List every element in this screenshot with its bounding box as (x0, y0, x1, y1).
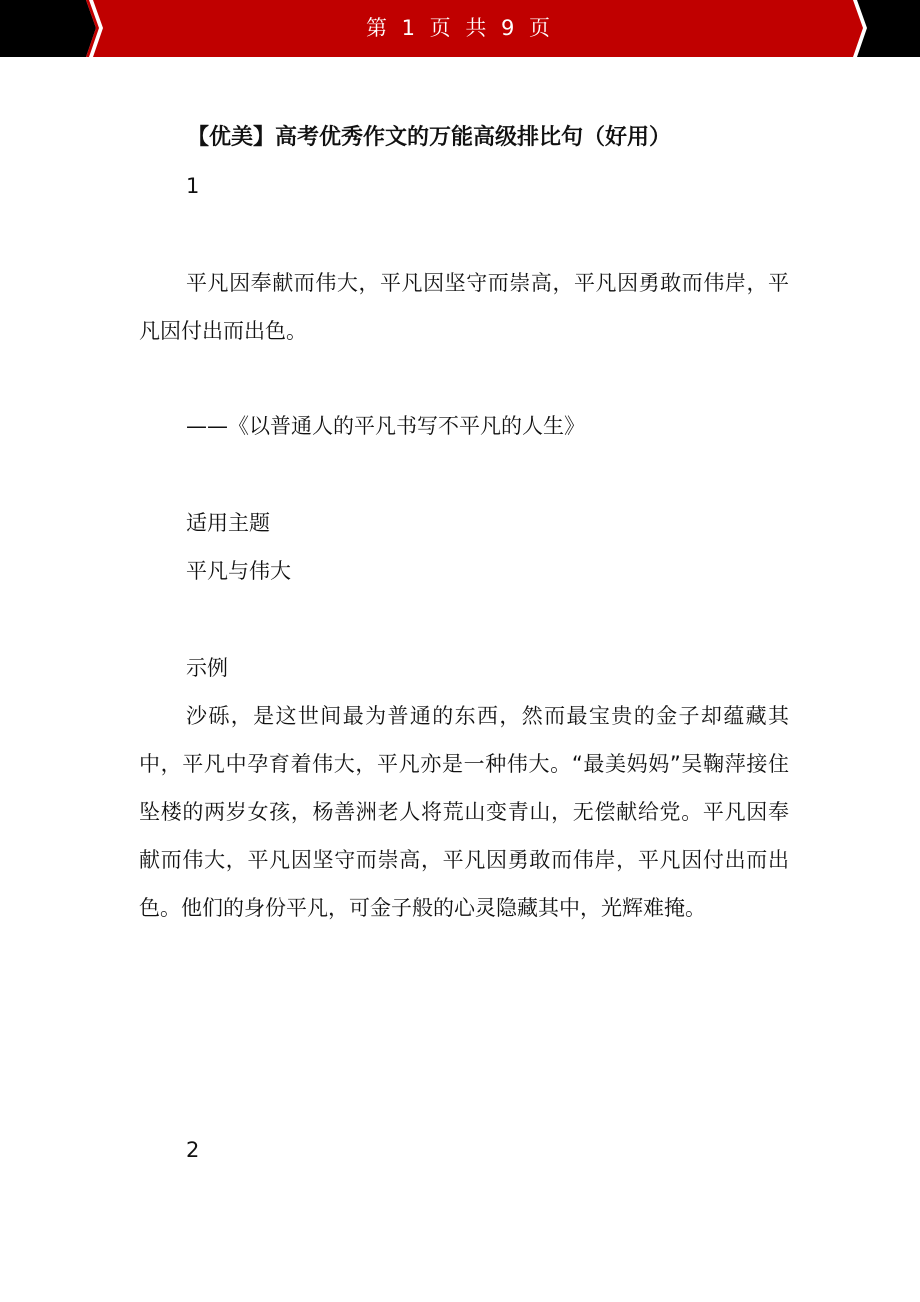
example-paragraph: 沙砾，是这世间最为普通的东西，然而最宝贵的金子却蕴藏其中，平凡中孕育着伟大，平凡亦是一种伟大。“最美妈妈”吴鞠萍接住坠楼的两岁女孩，杨善洲老人将荒山变青山，无偿献给党。平凡因奉献而伟大，平凡因坚守而崇高，平凡因勇敢而伟岸，平凡因付出而出色。他们的身份平凡，可金子般的心灵隐藏其中，光辉难掩。 (139, 704, 789, 920)
quote-source: ——《以普通人的平凡书写不平凡的人生》 (186, 414, 585, 438)
example-heading: 示例 (186, 656, 228, 680)
page-header (0, 0, 920, 57)
section-number-2: 2 (186, 1138, 200, 1162)
theme-heading: 适用主题 (186, 511, 270, 535)
quote-paragraph: 平凡因奉献而伟大，平凡因坚守而崇高，平凡因勇敢而伟岸，平凡因付出而出色。 (139, 271, 789, 343)
document-title: 【优美】高考优秀作文的万能高级排比句（好用） (187, 125, 672, 150)
section-number-1: 1 (186, 174, 200, 198)
theme-value: 平凡与伟大 (186, 559, 291, 583)
page-indicator: 第 1 页 共 9 页 (365, 16, 555, 40)
